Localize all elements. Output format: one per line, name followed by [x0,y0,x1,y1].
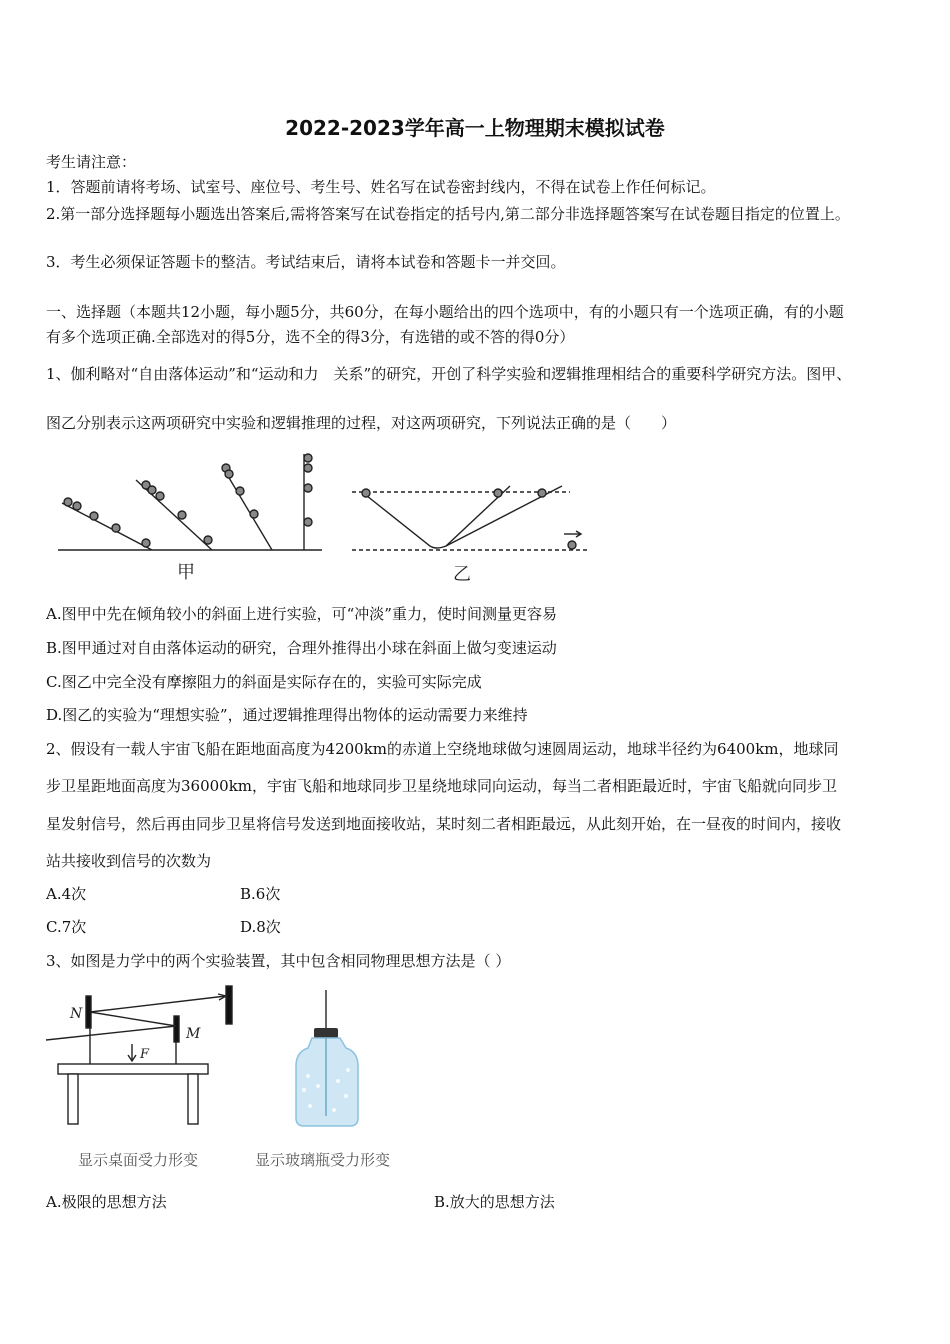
section-instructions-line2: 有多个选项正确.全部选对的得5分，选不全的得3分，有选错的或不答的得0分） [46,328,575,346]
light-beam-in [46,1026,176,1040]
q3-option-b: B.放大的思想方法 [434,1193,555,1211]
yi-left-incline-path [362,486,510,548]
yi-moving-ball [568,541,576,549]
fig-label-jia: 甲 [177,562,195,583]
q1-stem-line2: 图乙分别表示这两项研究中实验和逻辑推理的过程，对这两项研究，下列说法正确的是（ ） [46,414,677,432]
table-top [58,1064,208,1074]
q3-figure-table [44,982,244,1128]
q1-stem-line1: 1、伽利略对“自由落体运动”和“运动和力 关系”的研究，开创了科学实验和逻辑推理相结合的重要科学研究方法。图甲、 [46,365,852,383]
q1-option-b: B.图甲通过对自由落体运动的研究，合理外推得出小球在斜面上做匀变速运动 [46,639,557,657]
figure-jia [58,454,322,550]
label-n: N [70,1006,83,1022]
screen-bar [226,986,232,1024]
q3-option-a: A.极限的思想方法 [46,1193,167,1211]
label-f: F [140,1047,150,1062]
table-leg-left [68,1074,78,1124]
notice-item-3: 3．考生必须保证答题卡的整洁。考试结束后，请将本试卷和答题卡一并交回。 [46,253,566,271]
q2-option-c: C.7次 [46,918,87,936]
notice-item-2: 2.第一部分选择题每小题选出答案后,需将答案写在试卷指定的括号内,第二部分非选择题答案写在试卷题目指定的位置上。 [46,205,850,223]
q1-option-a: A.图甲中先在倾角较小的斜面上进行实验，可“冲淡”重力，使时间测量更容易 [46,605,557,623]
bottle-body [296,1038,358,1126]
page-title: 2022-2023学年高一上物理期末模拟试卷 [285,116,665,140]
q2-stem-line4: 站共接收到信号的次数为 [46,852,212,870]
fig-label-yi: 乙 [453,564,471,585]
label-m: M [186,1026,201,1042]
caption-bottle: 显示玻璃瓶受力形变 [255,1151,391,1169]
q2-option-d: D.8次 [240,918,281,936]
notice-heading: 考生请注意： [46,153,137,171]
figure-yi [352,486,588,550]
caption-table: 显示桌面受力形变 [78,1151,199,1169]
light-beam-out [90,996,226,1012]
q3-figure-bottle [290,986,366,1132]
q2-stem-line1: 2、假设有一载人宇宙飞船在距地面高度为4200km的赤道上空绕地球做匀速圆周运动，地球半径约为6400km，地球同 [46,740,839,758]
q2-option-b: B.6次 [240,885,281,903]
q1-option-c: C.图乙中完全没有摩擦阻力的斜面是实际存在的，实验可实际完成 [46,673,482,691]
light-beam-reflect [90,1012,176,1026]
section-instructions-line1: 一、选择题（本题共12小题，每小题5分，共60分，在每小题给出的四个选项中，有的小题只有一个选项正确，有的小题 [46,303,844,321]
q2-option-a: A.4次 [46,885,87,903]
q3-stem: 3、如图是力学中的两个实验装置，其中包含相同物理思想方法是（ ） [46,952,511,970]
notice-item-1: 1．答题前请将考场、试室号、座位号、考生号、姓名写在试卷密封线内，不得在试卷上作任何标记。 [46,178,716,196]
bottle-stopper [314,1028,338,1038]
q2-stem-line2: 步卫星距地面高度为36000km，宇宙飞船和地球同步卫星绕地球同向运动，每当二者相距最近时，宇宙飞船就向同步卫 [46,777,838,795]
q2-stem-line3: 星发射信号，然后再由同步卫星将信号发送到地面接收站，某时刻二者相距最远，从此刻开始，在一昼夜的时间内，接收 [46,815,842,833]
table-leg-right [188,1074,198,1124]
q1-figure [40,448,600,588]
mirror-m [174,1016,179,1042]
q1-option-d: D.图乙的实验为“理想实验”，通过逻辑推理得出物体的运动需要力来维持 [46,706,528,724]
